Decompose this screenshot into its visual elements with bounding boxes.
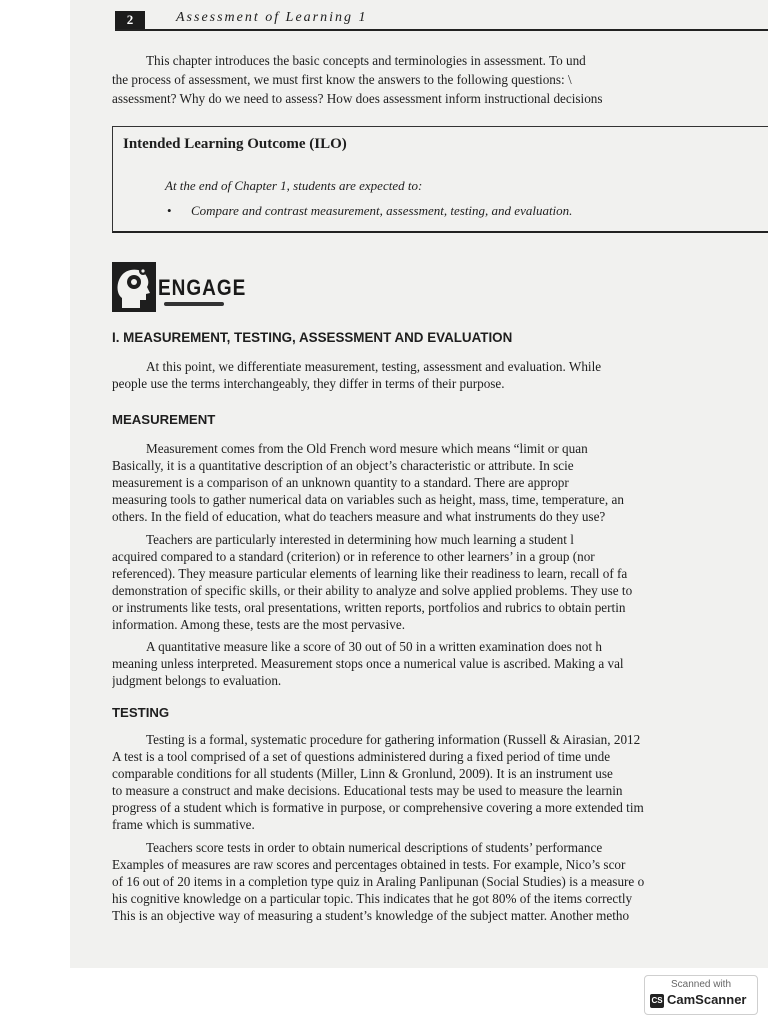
scanned-page: [70, 0, 768, 968]
testing-p1-line: A test is a tool comprised of a set of questions administered during a fixed period of time unde: [112, 749, 611, 764]
ilo-lead: At the end of Chapter 1, students are expected to:: [165, 178, 423, 193]
testing-p1-line: Testing is a formal, systematic procedure for gathering information (Russell & Airasian, 2012: [146, 732, 641, 747]
measurement-p3-line: judgment belongs to evaluation.: [112, 673, 282, 688]
testing-p2-line: his cognitive knowledge on a particular topic. This indicates that he got 80% of the items correctly: [112, 891, 633, 906]
camscanner-name: CamScanner: [667, 992, 747, 1007]
running-title: Assessment of Learning 1: [176, 10, 368, 25]
ilo-title: Intended Learning Outcome (ILO): [123, 136, 347, 152]
ilo-outcome: Compare and contrast measurement, assessment, testing, and evaluation.: [191, 203, 573, 218]
page-number: 2: [115, 11, 145, 29]
measurement-p2-line: demonstration of specific skills, or their ability to analyze and solve applied problems. They use to: [112, 583, 633, 598]
testing-heading: TESTING: [112, 705, 170, 720]
camscanner-watermark: [644, 975, 758, 1015]
intro-line: assessment? Why do we need to assess? How does assessment inform instructional decisions: [112, 91, 603, 106]
measurement-p2-line: acquired compared to a standard (criterion) or in reference to other learners’ in a group (nor: [112, 549, 595, 564]
measurement-p1-line: others. In the field of education, what do teachers measure and what instruments do they use?: [112, 509, 606, 524]
testing-p1-line: to measure a construct and make decisions. Educational tests may be used to measure the learnin: [112, 783, 623, 798]
testing-p2-line: This is an objective way of measuring a student’s knowledge of the subject matter. Another metho: [112, 908, 630, 923]
measurement-p3-line: meaning unless interpreted. Measurement stops once a numerical value is ascribed. Making a val: [112, 656, 624, 671]
testing-p1-line: progress of a student which is formative in purpose, or comprehensive covering a more extended tim: [112, 800, 644, 815]
section-intro-line: At this point, we differentiate measurement, testing, assessment and evaluation. While: [146, 359, 602, 374]
measurement-p2-line: or instruments like tests, oral presentations, written reports, portfolios and rubrics to obtain pertin: [112, 600, 626, 615]
measurement-p1-line: Measurement comes from the Old French word mesure which means “limit or quan: [146, 441, 588, 456]
measurement-heading: MEASUREMENT: [112, 412, 216, 427]
testing-p2-line: Examples of measures are raw scores and percentages obtained in tests. For example, Nico’s scor: [112, 857, 626, 872]
page-header: [112, 8, 768, 30]
testing-p2-line: Teachers score tests in order to obtain numerical descriptions of students’ performance: [146, 840, 603, 855]
header-rule: [115, 29, 768, 31]
measurement-p1-line: measurement is a comparison of an unknown quantity to a standard. There are appropr: [112, 475, 569, 490]
head-with-gears-icon: [112, 262, 156, 312]
measurement-p1-line: measuring tools to gather numerical data on variables such as height, mass, time, temperature, an: [112, 492, 624, 507]
measurement-p2-line: referenced). They measure particular elements of learning like their readiness to learn, recall of fa: [112, 566, 628, 581]
testing-p2-line: of 16 out of 20 items in a completion type quiz in Araling Panlipunan (Social Studies) is a measure o: [112, 874, 645, 889]
scanned-with-label: Scanned with: [670, 979, 732, 990]
testing-p1-line: comparable conditions for all students (Miller, Linn & Gronlund, 2009). It is an instrument use: [112, 766, 613, 781]
measurement-p2-line: information. Among these, tests are the most pervasive.: [112, 617, 405, 632]
engage-underline: [164, 302, 224, 306]
intro-line: the process of assessment, we must first know the answers to the following questions: \: [112, 72, 572, 87]
section-title: I. MEASUREMENT, TESTING, ASSESSMENT AND EVALUATION: [112, 330, 513, 345]
measurement-p1-line: Basically, it is a quantitative description of an object’s characteristic or attribute. In scie: [112, 458, 574, 473]
bullet-icon: •: [167, 203, 172, 218]
intro-line: This chapter introduces the basic concepts and terminologies in assessment. To und: [146, 53, 586, 68]
ilo-box: [112, 126, 768, 233]
camscanner-logo-icon: CS: [650, 994, 664, 1008]
page-content: [112, 0, 768, 968]
section-intro-line: people use the terms interchangeably, they differ in terms of their purpose.: [112, 376, 505, 391]
testing-p1-line: frame which is summative.: [112, 817, 255, 832]
measurement-p3-line: A quantitative measure like a score of 30 out of 50 in a written examination does not h: [146, 639, 602, 654]
engage-label: ENGAGE: [158, 276, 247, 301]
measurement-p2-line: Teachers are particularly interested in determining how much learning a student l: [146, 532, 574, 547]
